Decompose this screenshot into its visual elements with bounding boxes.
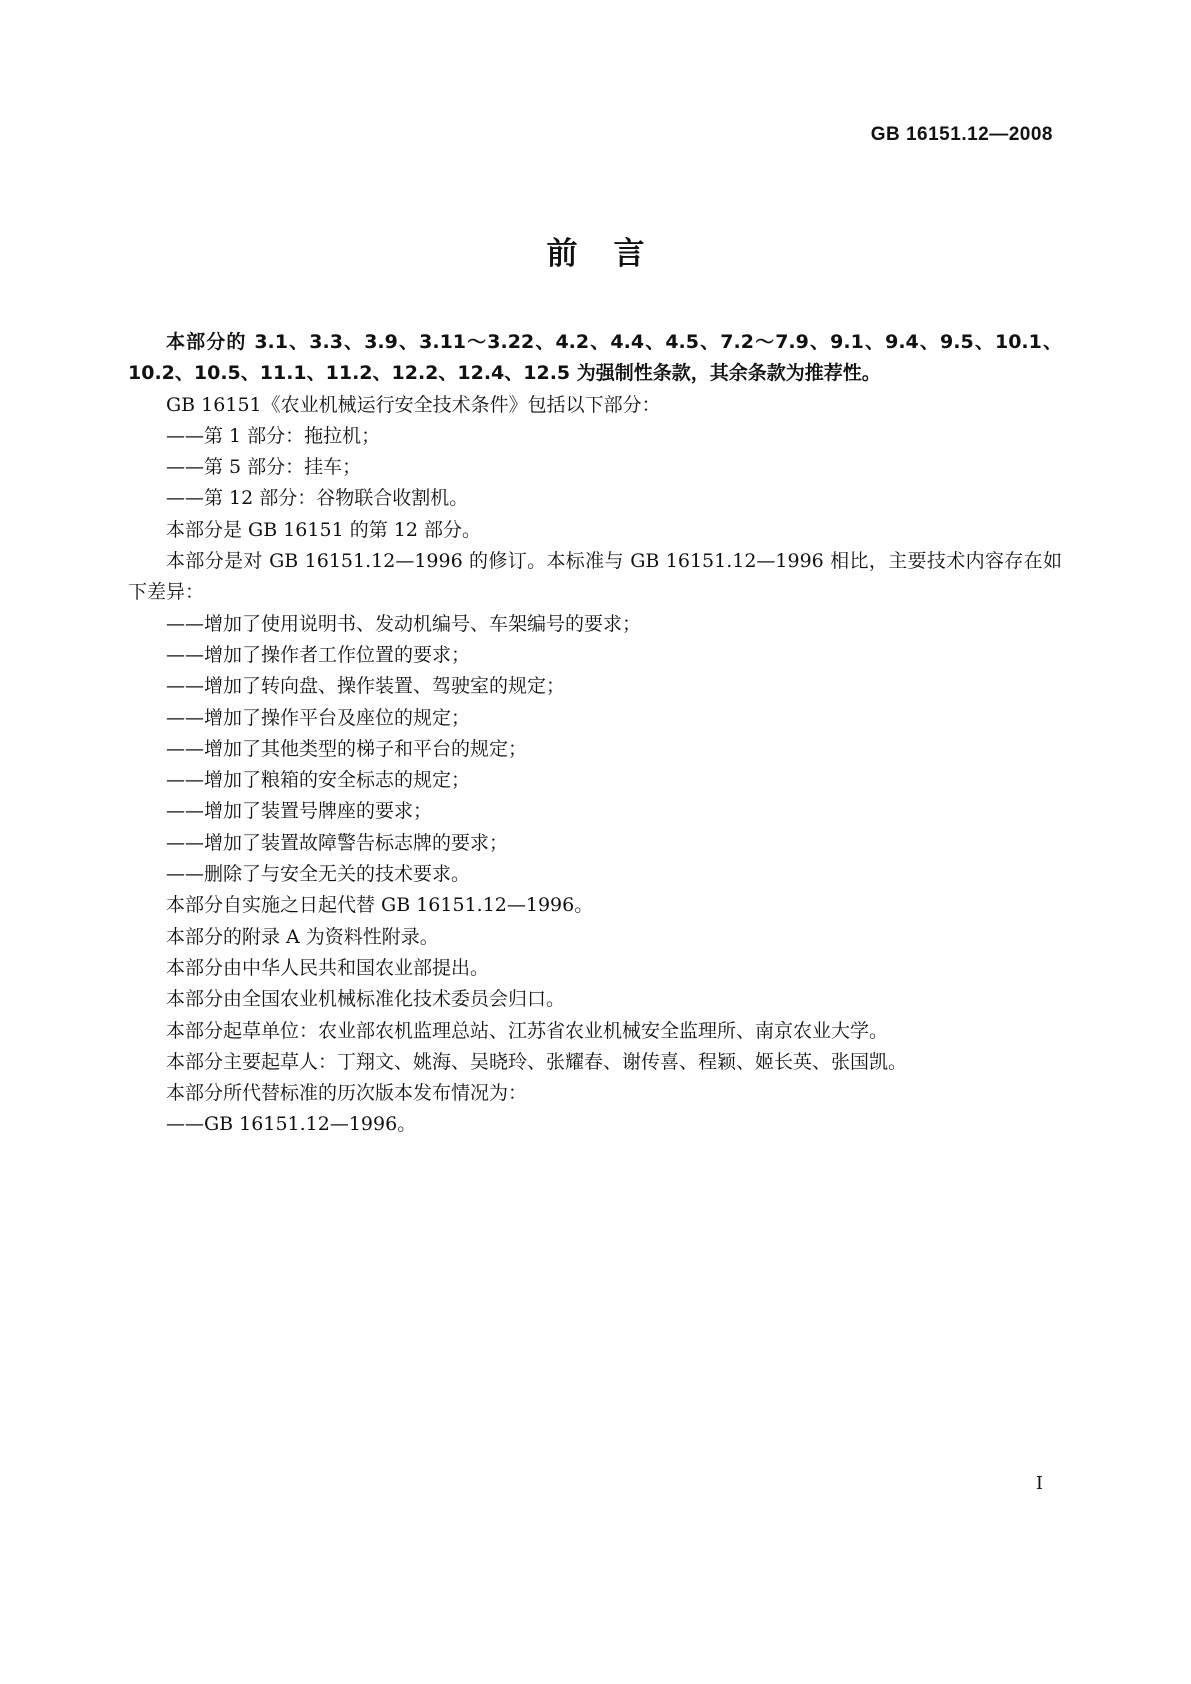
list-item: ——增加了操作者工作位置的要求； xyxy=(166,643,471,666)
list-item: ——删除了与安全无关的技术要求。 xyxy=(166,863,471,886)
annex-paragraph: 本部分的附录 A 为资料性附录。 xyxy=(166,925,439,948)
list-item: ——增加了其他类型的梯子和平台的规定； xyxy=(166,737,528,760)
list-item: ——增加了粮箱的安全标志的规定； xyxy=(166,769,471,792)
foreword-body xyxy=(128,327,1062,1141)
drafting-units-paragraph: 本部分起草单位：农业部农机监理总站、江苏省农业机械安全监理所、南京农业大学。 xyxy=(166,1019,889,1042)
list-item: ——GB 16151.12—1996。 xyxy=(166,1113,417,1136)
standard-number: GB 16151.12—2008 xyxy=(870,124,1053,145)
list-item: ——增加了装置号牌座的要求； xyxy=(166,800,433,823)
history-paragraph: 本部分所代替标准的历次版本发布情况为： xyxy=(166,1082,528,1105)
list-item: ——第 12 部分：谷物联合收割机。 xyxy=(166,487,469,510)
list-item: ——增加了装置故障警告标志牌的要求； xyxy=(166,831,509,854)
series-paragraph: GB 16151《农业机械运行安全技术条件》包括以下部分： xyxy=(166,393,661,416)
part-paragraph: 本部分是 GB 16151 的第 12 部分。 xyxy=(166,518,481,541)
list-item: ——第 5 部分：挂车； xyxy=(166,456,362,479)
list-item: ——第 1 部分：拖拉机； xyxy=(166,424,381,447)
committee-paragraph: 本部分由全国农业机械标准化技术委员会归口。 xyxy=(166,988,566,1011)
revision-paragraph: 本部分是对 GB 16151.12—1996 的修订。本标准与 GB 16151.12—1996 相比，主要技术内容存在如下差异： xyxy=(128,550,1062,604)
page-title: 前言 xyxy=(546,236,681,272)
drafters-paragraph: 本部分主要起草人：丁翔文、姚海、吴晓玲、张耀春、谢传喜、程颖、姬长英、张国凯。 xyxy=(166,1050,908,1073)
list-item: ——增加了使用说明书、发动机编号、车架编号的要求； xyxy=(166,612,642,635)
mandatory-clauses-paragraph: 本部分的 3.1、3.3、3.9、3.11～3.22、4.2、4.4、4.5、7.2～7.9、9.1、9.4、9.5、10.1、10.2、10.5、11.1、11.2、12.2、12.4、12.5 为强制性条款，其余条款为推荐性。 xyxy=(128,331,1062,385)
list-item: ——增加了转向盘、操作装置、驾驶室的规定； xyxy=(166,675,566,698)
proposer-paragraph: 本部分由中华人民共和国农业部提出。 xyxy=(166,956,490,979)
page-number: I xyxy=(1035,1473,1043,1494)
replacement-paragraph: 本部分自实施之日起代替 GB 16151.12—1996。 xyxy=(166,894,594,917)
list-item: ——增加了操作平台及座位的规定； xyxy=(166,706,471,729)
